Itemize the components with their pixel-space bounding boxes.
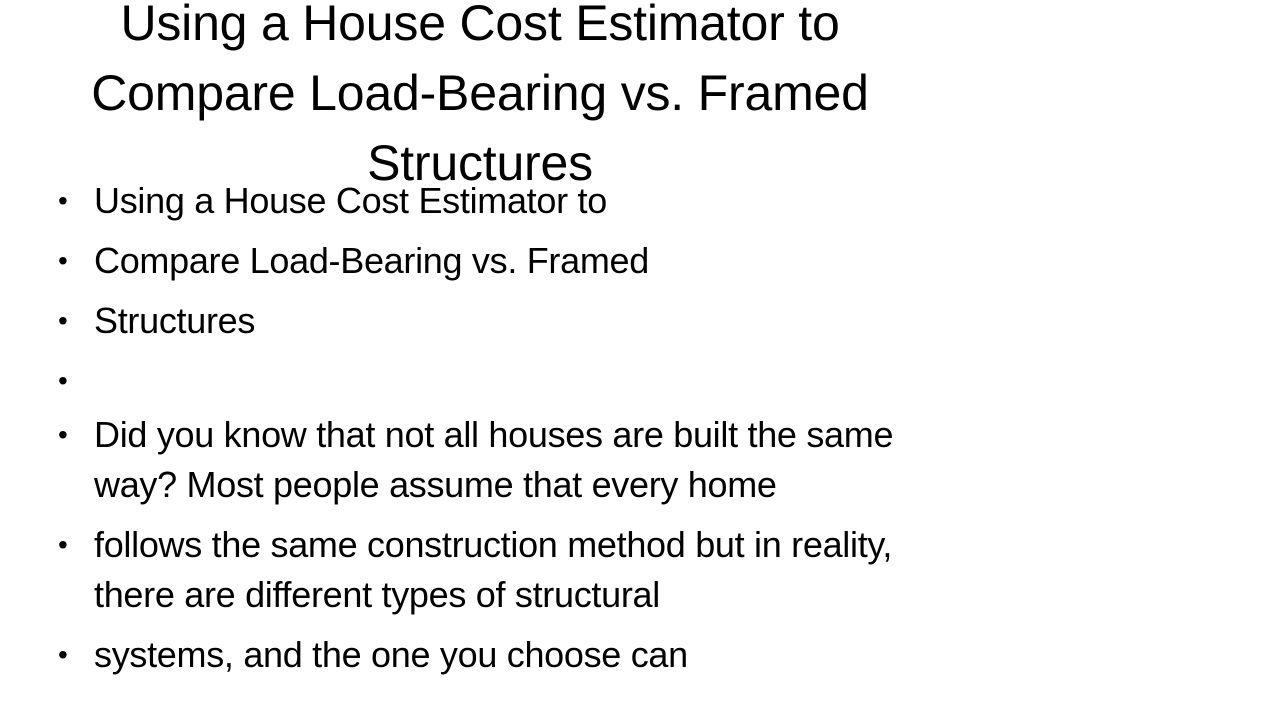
bullet-item: [58, 630, 898, 680]
bullet-dot-icon: •: [58, 639, 68, 670]
bullet-text: Using a House Cost Estimator to: [94, 180, 607, 221]
bullet-text: systems, and the one you choose can: [94, 634, 688, 675]
bullet-text: Did you know that not all houses are built the same way? Most people assume that every home: [94, 414, 894, 505]
bullet-item: [58, 236, 898, 286]
bullet-dot-icon: •: [58, 305, 68, 336]
bullet-dot-icon: •: [58, 185, 68, 216]
bullet-dot-icon: •: [58, 529, 68, 560]
bullet-list: [58, 176, 898, 690]
bullet-item: [58, 176, 898, 226]
bullet-item: [58, 296, 898, 346]
bullet-text: follows the same construction method but in reality, there are different types of structural: [94, 524, 893, 615]
bullet-dot-icon: •: [58, 419, 68, 450]
bullet-item: [58, 520, 898, 620]
bullet-dot-icon: •: [58, 245, 68, 276]
bullet-text: Compare Load-Bearing vs. Framed: [94, 240, 649, 281]
bullet-item: [58, 410, 898, 510]
bullet-dot-icon: •: [58, 365, 68, 396]
bullet-text: Structures: [94, 300, 256, 341]
bullet-item-empty: [58, 356, 898, 406]
slide-title: Using a House Cost Estimator to Compare Load-Bearing vs. Framed Structures: [91, 0, 869, 191]
